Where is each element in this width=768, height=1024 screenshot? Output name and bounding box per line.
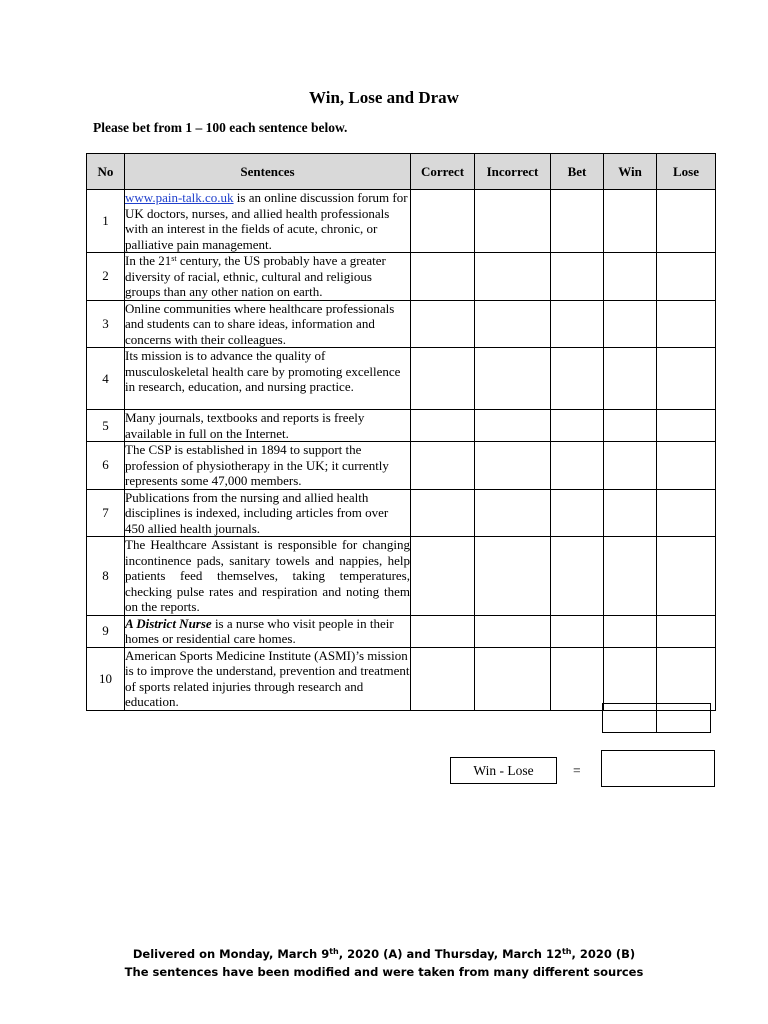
footer-text: Delivered on Monday, March 9 [132,947,330,961]
win-cell[interactable] [604,615,657,647]
win-cell[interactable] [604,489,657,537]
row-number: 8 [87,537,125,616]
lose-cell[interactable] [657,489,716,537]
correct-cell[interactable] [411,489,475,537]
correct-cell[interactable] [411,442,475,490]
instruction-text: Please bet from 1 – 100 each sentence below. [93,120,348,135]
table-row [87,410,716,442]
equals-sign: = [573,763,581,778]
lose-cell[interactable] [657,647,716,710]
incorrect-cell[interactable] [475,348,551,410]
correct-cell[interactable] [411,647,475,710]
row-number: 2 [87,253,125,301]
correct-cell[interactable] [411,190,475,253]
lose-total-cell[interactable] [657,704,711,733]
bet-cell[interactable] [551,348,604,410]
bet-cell[interactable] [551,647,604,710]
correct-cell[interactable] [411,253,475,301]
sentence-cell [125,190,411,253]
header-no: No [87,154,125,190]
win-cell[interactable] [604,190,657,253]
correct-cell[interactable] [411,615,475,647]
incorrect-cell[interactable] [475,190,551,253]
table-header-row [87,154,716,190]
table-row [87,615,716,647]
totals-row [602,703,711,733]
table-row [87,647,716,710]
header-win: Win [604,154,657,190]
win-cell[interactable] [604,253,657,301]
win-cell[interactable] [604,647,657,710]
sentence-text: is an online discussion forum for UK doctors, nurses, and allied health professionals with an interest in the fields of acute, chronic, or palliative pain management. [125,190,408,252]
lose-cell[interactable] [657,253,716,301]
footer-source-note: The sentences have been modified and were taken from many different sources [124,965,644,979]
sentence-text: American Sports Medicine Institute (ASMI)’s mission is to improve the understand, prevention and treatment of sports related injuries through research and education. [125,647,410,709]
table-row [87,300,716,348]
correct-cell[interactable] [411,410,475,442]
page-title: Win, Lose and Draw [309,88,459,107]
header-incorrect: Incorrect [475,154,551,190]
sentence-text: Online communities where healthcare professionals and students can to share ideas, information and concerns with their colleagues. [125,300,411,348]
bet-cell[interactable] [551,300,604,348]
row-number: 10 [87,647,125,710]
sentence-text: is a nurse who visit people in their homes or residential care homes. [125,615,394,646]
lose-cell[interactable] [657,190,716,253]
table-row [87,537,716,616]
win-lose-label: Win - Lose [450,757,557,784]
win-cell[interactable] [604,410,657,442]
sentence-cell [125,253,411,301]
ordinal-suffix: st [171,254,177,263]
lose-cell[interactable] [657,537,716,616]
footer-text: , 2020 (A) and Thursday, March 12 [338,947,562,961]
bet-cell[interactable] [551,253,604,301]
lose-cell[interactable] [657,615,716,647]
sentence-text: The Healthcare Assistant is responsible for changing incontinence pads, sanitary towels and nappies, help patients feed themselves, taking temperatures, checking pulse rates and respiration and noting them on the reports. [125,537,410,614]
ordinal-suffix: th [561,947,572,956]
row-number: 1 [87,190,125,253]
win-cell[interactable] [604,537,657,616]
win-cell[interactable] [604,300,657,348]
betting-table [86,153,716,711]
bet-cell[interactable] [551,537,604,616]
bet-cell[interactable] [551,442,604,490]
bet-cell[interactable] [551,190,604,253]
row-number: 4 [87,348,125,410]
incorrect-cell[interactable] [475,537,551,616]
sentence-text-start: In the 21 [125,253,172,268]
table-row [87,489,716,537]
bet-cell[interactable] [551,410,604,442]
header-sentences: Sentences [125,154,411,190]
sentence-text: The CSP is established in 1894 to support the profession of physiotherapy in the UK; it currently represents some 47,000 members. [125,442,411,490]
pain-talk-link[interactable]: www.pain-talk.co.uk [125,190,234,205]
row-number: 9 [87,615,125,647]
header-lose: Lose [657,154,716,190]
incorrect-cell[interactable] [475,615,551,647]
header-bet: Bet [551,154,604,190]
lose-cell[interactable] [657,442,716,490]
footer-delivery-line [0,947,768,961]
incorrect-cell[interactable] [475,253,551,301]
sentence-text: Its mission is to advance the quality of musculoskeletal health care by promoting excellence in research, education, and nursing practice. [125,348,411,410]
win-total-cell[interactable] [603,704,657,733]
lose-cell[interactable] [657,348,716,410]
bet-cell[interactable] [551,489,604,537]
row-number: 3 [87,300,125,348]
header-correct: Correct [411,154,475,190]
result-box[interactable] [601,750,715,787]
sentence-text: Many journals, textbooks and reports is freely available in full on the Internet. [125,410,411,442]
table-row [87,348,716,410]
incorrect-cell[interactable] [475,489,551,537]
lose-cell[interactable] [657,410,716,442]
bet-cell[interactable] [551,615,604,647]
incorrect-cell[interactable] [475,442,551,490]
incorrect-cell[interactable] [475,410,551,442]
sentence-text: Publications from the nursing and allied health disciplines is indexed, including articles from over 450 allied health journals. [125,489,411,537]
win-cell[interactable] [604,348,657,410]
table-row [87,253,716,301]
correct-cell[interactable] [411,300,475,348]
win-cell[interactable] [604,442,657,490]
lose-cell[interactable] [657,300,716,348]
sentence-emphasis: A District Nurse [125,615,212,631]
correct-cell[interactable] [411,348,475,410]
incorrect-cell[interactable] [475,647,551,710]
correct-cell[interactable] [411,537,475,616]
row-number: 5 [87,410,125,442]
footer-text: , 2020 (B) [571,947,636,961]
row-number: 6 [87,442,125,490]
sentence-cell [125,615,411,647]
table-row [87,190,716,253]
sentence-text: century, the US probably have a greater diversity of racial, ethnic, cultural and religious groups than any other nation on earth. [125,253,386,299]
table-row [87,442,716,490]
incorrect-cell[interactable] [475,300,551,348]
ordinal-suffix: th [329,947,339,956]
row-number: 7 [87,489,125,537]
